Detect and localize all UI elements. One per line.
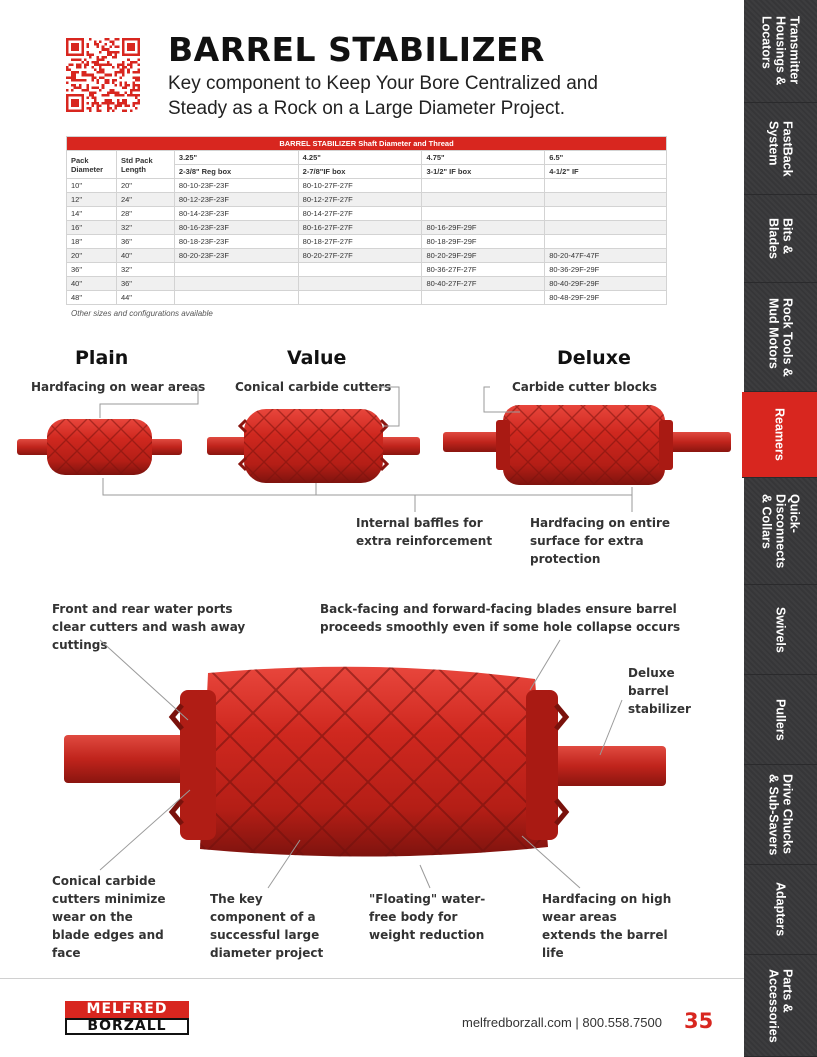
table-row: [67, 249, 667, 263]
table-row: [67, 207, 667, 221]
logo-wordmark-top: MELFRED: [65, 1001, 189, 1018]
table-cell: 36": [116, 277, 174, 291]
table-cell: [174, 263, 298, 277]
table-cell: 80-12-27F-27F: [298, 193, 422, 207]
table-cell: 36": [116, 235, 174, 249]
contact-info[interactable]: melfredborzall.com | 800.558.7500: [462, 1015, 662, 1030]
side-tab[interactable]: [744, 0, 817, 103]
side-tab-label: FastBack System: [766, 120, 795, 177]
side-tab[interactable]: [744, 195, 817, 283]
side-tab[interactable]: [744, 955, 817, 1057]
table-cell: [422, 179, 545, 193]
col-header-thread: 2-3/8" Reg box: [174, 165, 298, 179]
spec-table-body: [67, 179, 667, 305]
table-cell: 80-18-27F-27F: [298, 235, 422, 249]
table-cell: [545, 207, 667, 221]
table-cell: 80-36-29F-29F: [545, 263, 667, 277]
table-cell: 80-10-23F-23F: [174, 179, 298, 193]
table-row: [67, 277, 667, 291]
footer-divider: [0, 978, 744, 979]
col-header-thread: 4-1/2" IF: [545, 165, 667, 179]
callout-floating-body: "Floating" water-free body for weight reduction: [369, 892, 486, 942]
table-cell: 20": [116, 179, 174, 193]
col-header-thread: 2-7/8"IF box: [298, 165, 422, 179]
table-row: [67, 235, 667, 249]
table-row: [67, 263, 667, 277]
side-tab-label: Swivels: [773, 606, 788, 653]
table-cell: [298, 263, 422, 277]
side-tab-label: Drive Chucks & Sub-Savers: [766, 773, 795, 856]
callout-conical-minimize: Conical carbide cutters minimize wear on the blade edges and face: [52, 874, 166, 960]
table-cell: 32": [116, 263, 174, 277]
table-cell: 80-14-23F-23F: [174, 207, 298, 221]
table-row: [67, 221, 667, 235]
table-cell: 80-20-47F-47F: [545, 249, 667, 263]
side-tab-label: Adapters: [773, 882, 788, 937]
side-tab[interactable]: [744, 675, 817, 765]
page-title: BARREL STABILIZER: [168, 30, 545, 69]
table-cell: 36": [67, 263, 117, 277]
callout-water-ports: Front and rear water ports clear cutters and wash away cuttings: [52, 602, 246, 652]
col-header-shaft: 4.25": [298, 151, 422, 165]
side-tab[interactable]: [744, 103, 817, 195]
col-header-pack-diameter: Pack Diameter: [67, 151, 117, 179]
table-cell: 20": [67, 249, 117, 263]
page-number: 35: [684, 1009, 714, 1033]
callout-deluxe-barrel: Deluxe barrel stabilizer: [628, 666, 691, 716]
table-cell: [422, 207, 545, 221]
table-cell: 18": [67, 235, 117, 249]
callout-internal-baffles: Internal baffles for extra reinforcement: [356, 516, 493, 548]
deluxe-barrel-large-image: [64, 667, 666, 857]
side-tab[interactable]: [744, 283, 817, 392]
table-cell: 12": [67, 193, 117, 207]
table-cell: 80-16-23F-23F: [174, 221, 298, 235]
logo-wordmark-bottom: BORZALL: [65, 1018, 189, 1035]
side-tab-label: Pullers: [773, 698, 788, 741]
side-tab-label: Transmitter Housings & Locators: [759, 16, 802, 86]
table-cell: [174, 291, 298, 305]
table-cell: [545, 179, 667, 193]
plain-barrel-image: [17, 419, 182, 475]
table-cell: 80-12-23F-23F: [174, 193, 298, 207]
deluxe-barrel-image: [443, 405, 731, 485]
table-cell: 80-10-27F-27F: [298, 179, 422, 193]
qr-code[interactable]: [66, 38, 140, 112]
table-row: [67, 193, 667, 207]
side-tab-label: Bits & Blades: [766, 218, 795, 259]
side-tab[interactable]: [744, 765, 817, 865]
table-cell: 80-20-29F-29F: [422, 249, 545, 263]
side-tab[interactable]: [744, 865, 817, 955]
col-header-pack-length: Std Pack Length: [116, 151, 174, 179]
table-note: Other sizes and configurations available: [71, 309, 213, 318]
side-tab-label: Quick- Disconnects & Collars: [759, 493, 802, 569]
table-cell: 80-18-29F-29F: [422, 235, 545, 249]
table-cell: 14": [67, 207, 117, 221]
table-cell: 24": [116, 193, 174, 207]
col-header-shaft: 4.75": [422, 151, 545, 165]
table-cell: 28": [116, 207, 174, 221]
table-cell: 80-20-27F-27F: [298, 249, 422, 263]
table-title: BARREL STABILIZER Shaft Diameter and Thread: [67, 137, 667, 151]
table-cell: 80-18-23F-23F: [174, 235, 298, 249]
callout-hardfacing-entire: Hardfacing on entire surface for extra protection: [530, 516, 671, 566]
table-row: [67, 291, 667, 305]
callout-conical-cutters: Conical carbide cutters: [235, 380, 392, 394]
table-cell: 44": [116, 291, 174, 305]
col-header-thread: 3-1/2" IF box: [422, 165, 545, 179]
callout-carbide-blocks: Carbide cutter blocks: [512, 380, 657, 394]
side-tab[interactable]: [744, 585, 817, 675]
table-cell: 80-14-27F-27F: [298, 207, 422, 221]
table-cell: 40": [67, 277, 117, 291]
side-tab-label: Parts & Accessories: [766, 968, 795, 1043]
side-tab-label: Reamers: [772, 408, 787, 461]
table-cell: [545, 193, 667, 207]
table-cell: 40": [116, 249, 174, 263]
side-tab[interactable]: [742, 392, 817, 478]
callout-blades: Back-facing and forward-facing blades ensure barrel proceeds smoothly even if some hole collapse occurs: [320, 602, 681, 634]
table-cell: 80-16-27F-27F: [298, 221, 422, 235]
product-title-deluxe: Deluxe: [557, 347, 631, 369]
table-cell: [298, 277, 422, 291]
table-cell: [545, 221, 667, 235]
table-cell: 16": [67, 221, 117, 235]
table-cell: [545, 235, 667, 249]
callout-hardfacing-wear: Hardfacing on wear areas: [31, 380, 206, 394]
table-cell: [298, 291, 422, 305]
product-title-plain: Plain: [75, 347, 129, 369]
product-title-value: Value: [287, 347, 347, 369]
table-cell: 80-40-29F-29F: [545, 277, 667, 291]
section-tab-strip: [744, 0, 817, 1057]
company-logo[interactable]: [65, 1001, 189, 1035]
table-cell: 80-20-23F-23F: [174, 249, 298, 263]
table-cell: 80-48-29F-29F: [545, 291, 667, 305]
col-header-shaft: 6.5": [545, 151, 667, 165]
table-row: [67, 179, 667, 193]
table-cell: 80-36-27F-27F: [422, 263, 545, 277]
page-subtitle: Key component to Keep Your Bore Centralized and Steady as a Rock on a Large Diameter Project.: [168, 73, 598, 119]
table-cell: 32": [116, 221, 174, 235]
col-header-shaft: 3.25": [174, 151, 298, 165]
table-cell: [422, 291, 545, 305]
table-cell: [174, 277, 298, 291]
table-cell: 48": [67, 291, 117, 305]
spec-table: [66, 136, 667, 305]
table-cell: 10": [67, 179, 117, 193]
table-cell: 80-16-29F-29F: [422, 221, 545, 235]
callout-hardfacing-high: Hardfacing on high wear areas extends the barrel life: [542, 892, 672, 960]
side-tab[interactable]: [744, 478, 817, 585]
table-cell: [422, 193, 545, 207]
table-cell: 80-40-27F-27F: [422, 277, 545, 291]
callout-key-component: The key component of a successful large diameter project: [210, 892, 324, 960]
side-tab-label: Rock Tools & Mud Motors: [766, 297, 795, 377]
value-barrel-image: [207, 409, 420, 483]
